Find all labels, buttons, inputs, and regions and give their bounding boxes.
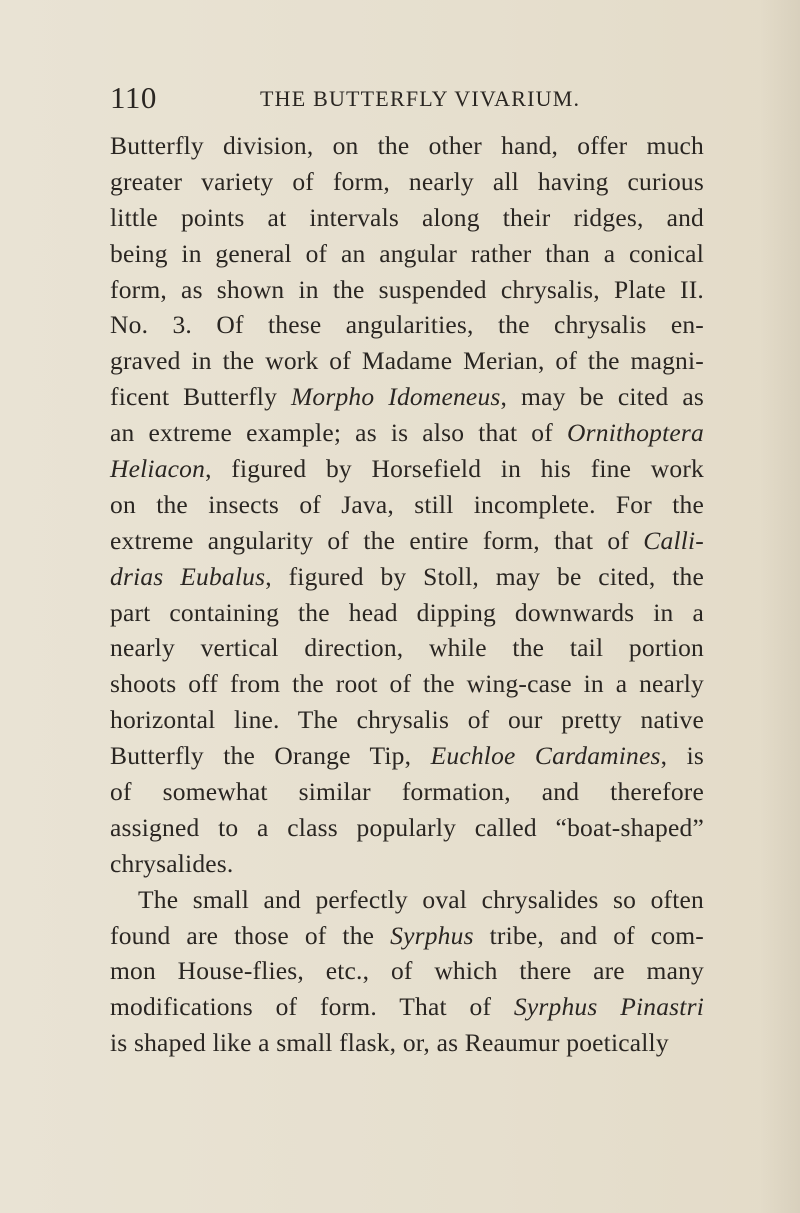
italic-name: Syrphus: [390, 920, 474, 950]
text-line: [110, 559, 704, 595]
text-run: extreme angularity of the entire form, that of: [110, 525, 644, 555]
text-line: [110, 846, 704, 882]
text-run: modifications of form. That of: [110, 992, 514, 1022]
text-line: [110, 953, 704, 989]
italic-name: Heliacon: [110, 454, 206, 484]
text-line: [110, 451, 704, 487]
page-edge-shading: [760, 0, 800, 1213]
text-run: graved in the work of Madame Merian, of the magni-: [110, 346, 704, 376]
text-run: of somewhat similar formation, and therefore: [110, 777, 704, 807]
text-run: assigned to a class popularly called “boat-shaped”: [110, 812, 704, 842]
text-run: an extreme example; as is also that of: [110, 418, 567, 448]
text-line: [110, 487, 704, 523]
text-line: [110, 379, 704, 415]
italic-name: Syrphus Pinastri: [513, 992, 705, 1022]
text-line: [110, 236, 704, 272]
text-run: , is: [660, 741, 705, 771]
text-run: found are those of the: [110, 920, 391, 950]
text-line: [110, 630, 704, 666]
text-line: [110, 810, 704, 846]
text-run: form, as shown in the suspended chrysalis, Plate II.: [110, 274, 704, 304]
italic-name: Calli-: [643, 525, 704, 555]
page-number: 110: [110, 80, 157, 115]
text-line: [110, 307, 704, 343]
text-run: , figured by Stoll, may be cited, the: [265, 561, 704, 591]
text-line: [110, 595, 704, 631]
text-line: [110, 272, 704, 308]
text-line: [110, 128, 704, 164]
text-line: [110, 343, 704, 379]
text-line: [110, 918, 704, 954]
italic-name: Ornithoptera: [567, 418, 704, 448]
text-run: , may be cited as: [500, 382, 704, 412]
text-run: nearly vertical direction, while the tail portion: [110, 633, 704, 663]
running-head: [110, 80, 704, 120]
text-run: on the insects of Java, still incomplete. For the: [110, 489, 704, 519]
text-line: [110, 164, 704, 200]
text-run: part containing the head dipping downwards in a: [110, 597, 704, 627]
body-text: [110, 128, 704, 1061]
text-line: [110, 666, 704, 702]
text-run: horizontal line. The chrysalis of our pretty native: [110, 705, 704, 735]
text-run: shoots off from the root of the wing-case in a nearly: [110, 669, 704, 699]
text-run: mon House-flies, etc., of which there are many: [110, 956, 704, 986]
italic-name: Morpho Idomeneus: [290, 382, 501, 412]
text-run: greater variety of form, nearly all having curious: [110, 166, 704, 196]
text-run: chrysalides.: [110, 848, 234, 878]
text-line: [110, 882, 704, 918]
text-line: [110, 415, 704, 451]
running-title: THE BUTTERFLY VIVARIUM.: [260, 86, 581, 111]
text-line: [110, 1025, 704, 1061]
text-run: No. 3. Of these angularities, the chrysalis en-: [110, 310, 704, 340]
text-run: being in general of an angular rather than a conical: [110, 238, 704, 268]
italic-name: Euchloe Cardamines: [430, 741, 661, 771]
text-line: [110, 989, 704, 1025]
text-line: [110, 200, 704, 236]
text-run: Butterfly division, on the other hand, offer much: [110, 131, 704, 160]
text-run: tribe, and of com-: [473, 920, 704, 950]
text-line: [110, 738, 704, 774]
text-line: [110, 702, 704, 738]
text-run: Butterfly the Orange Tip,: [110, 741, 431, 771]
text-line: [110, 523, 704, 559]
italic-name: drias Eubalus: [110, 561, 266, 591]
text-run: The small and perfectly oval chrysalides so often: [138, 884, 704, 914]
text-line: [110, 774, 704, 810]
text-run: ficent Butterfly: [110, 382, 291, 412]
text-run: is shaped like a small flask, or, as Reaumur poetically: [110, 1028, 669, 1058]
text-run: little points at intervals along their ridges, and: [110, 202, 704, 232]
text-run: , figured by Horsefield in his fine work: [205, 454, 704, 484]
